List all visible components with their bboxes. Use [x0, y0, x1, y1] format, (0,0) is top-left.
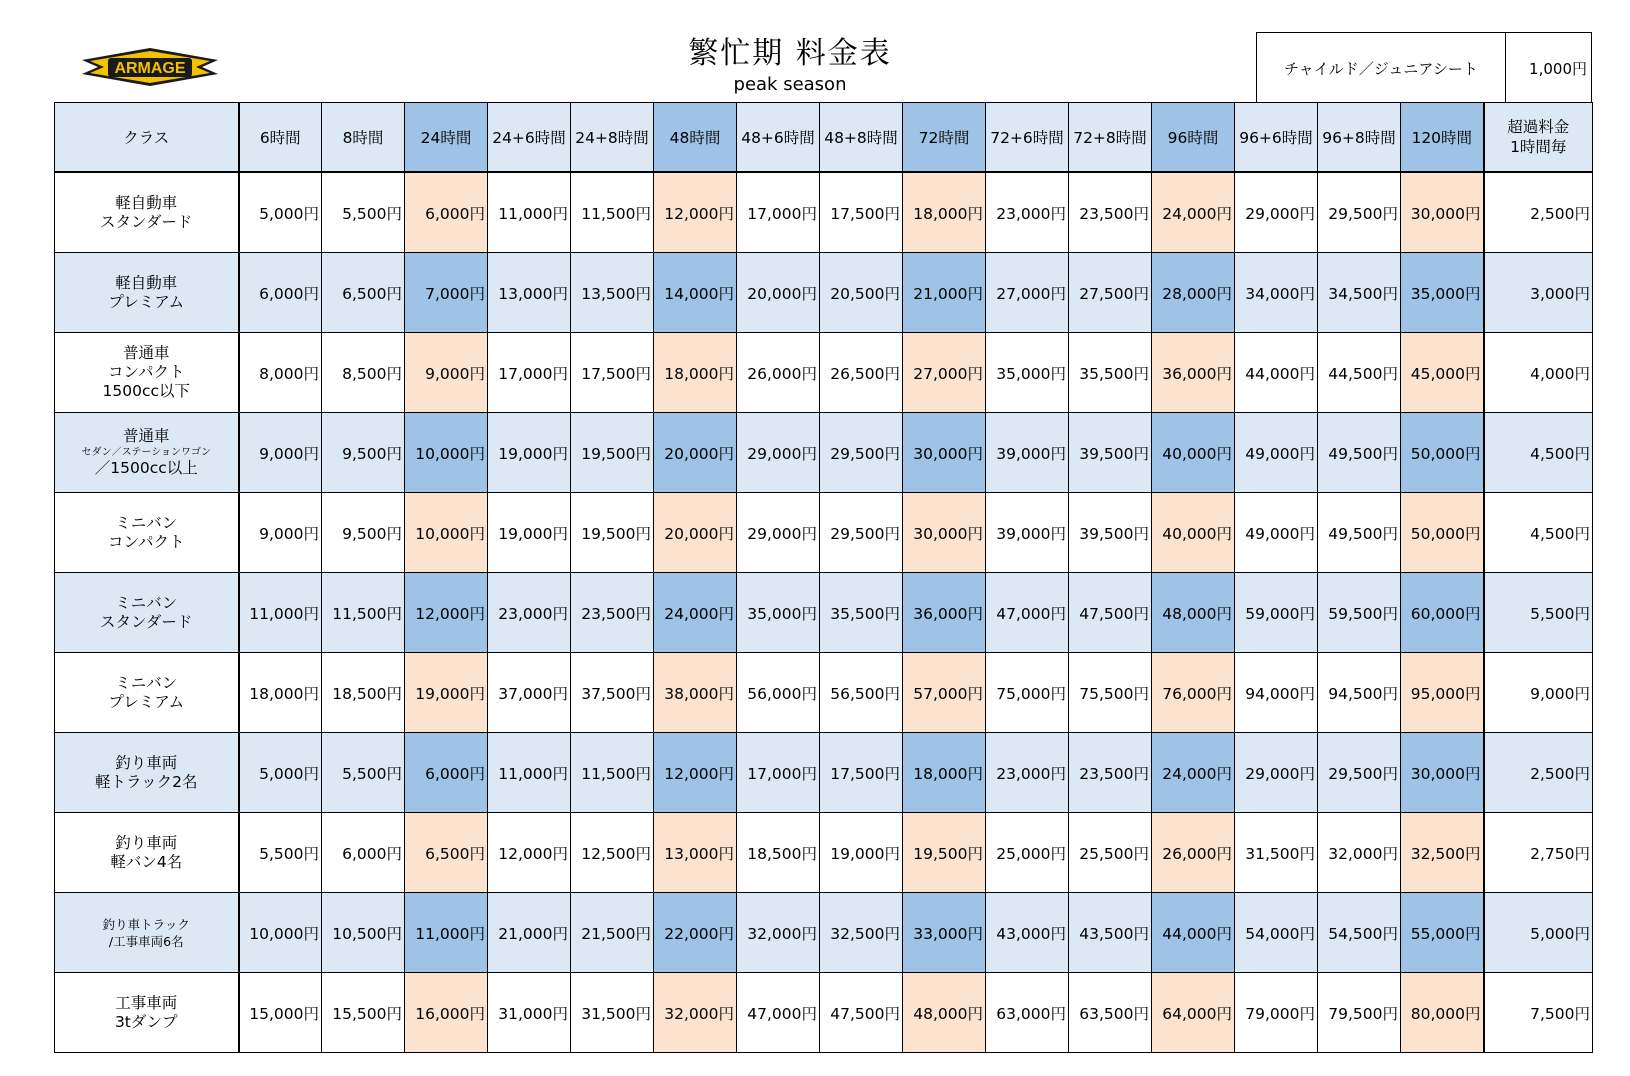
price-cell: 29,000円 [1235, 733, 1318, 813]
vehicle-class-line: 軽バン4名 [110, 852, 183, 871]
price-cell: 49,500円 [1318, 413, 1401, 493]
price-cell: 5,500円 [322, 172, 405, 253]
price-cell: 32,500円 [820, 893, 903, 973]
price-cell: 29,500円 [1318, 733, 1401, 813]
price-cell: 48,000円 [1152, 573, 1235, 653]
armage-logo [80, 42, 220, 92]
page-title: 繁忙期 料金表 [688, 36, 892, 71]
header-duration: 6時間 [239, 103, 322, 173]
price-cell: 29,000円 [1235, 172, 1318, 253]
price-cell: 39,000円 [986, 413, 1069, 493]
vehicle-class [55, 413, 239, 493]
price-cell: 12,000円 [488, 813, 571, 893]
price-cell: 17,500円 [571, 333, 654, 413]
price-cell: 21,500円 [571, 893, 654, 973]
price-cell: 6,500円 [322, 253, 405, 333]
vehicle-class-line: /工事車両6名 [108, 933, 184, 949]
price-cell: 25,000円 [986, 813, 1069, 893]
price-cell: 11,500円 [571, 733, 654, 813]
price-cell: 11,000円 [488, 733, 571, 813]
header-class: クラス [55, 103, 239, 173]
price-cell: 10,000円 [405, 413, 488, 493]
price-cell: 19,500円 [571, 413, 654, 493]
vehicle-class [55, 493, 239, 573]
price-cell: 24,000円 [1152, 172, 1235, 253]
vehicle-class [55, 893, 239, 973]
price-cell: 43,000円 [986, 893, 1069, 973]
price-cell: 44,500円 [1318, 333, 1401, 413]
price-cell: 27,000円 [903, 333, 986, 413]
header-duration: 96+8時間 [1318, 103, 1401, 173]
price-cell: 95,000円 [1401, 653, 1484, 733]
price-cell: 32,000円 [654, 973, 737, 1053]
vehicle-class [55, 573, 239, 653]
price-cell: 12,500円 [571, 813, 654, 893]
vehicle-class-line: 釣り車トラック [102, 916, 190, 932]
price-cell: 9,500円 [322, 493, 405, 573]
header-duration: 24+6時間 [488, 103, 571, 173]
header-duration: 48時間 [654, 103, 737, 173]
vehicle-class [55, 813, 239, 893]
price-cell: 5,500円 [239, 813, 322, 893]
price-cell: 26,000円 [1152, 813, 1235, 893]
price-cell: 39,000円 [986, 493, 1069, 573]
price-cell: 80,000円 [1401, 973, 1484, 1053]
price-cell: 35,500円 [1069, 333, 1152, 413]
price-cell: 94,000円 [1235, 653, 1318, 733]
table-row [55, 653, 1593, 733]
price-cell: 18,000円 [903, 172, 986, 253]
vehicle-class-line: 軽自動車 [115, 273, 178, 292]
price-cell: 17,000円 [737, 733, 820, 813]
vehicle-class-line: 1500cc以下 [102, 382, 190, 400]
price-cell: 36,000円 [903, 573, 986, 653]
vehicle-class-line: 3tダンプ [114, 1012, 178, 1031]
table-row [55, 253, 1593, 333]
price-cell: 30,000円 [1401, 733, 1484, 813]
price-cell: 18,500円 [322, 653, 405, 733]
table-row [55, 973, 1593, 1053]
vehicle-class-line: 釣り車両 [115, 833, 178, 852]
price-cell: 7,000円 [405, 253, 488, 333]
price-cell: 18,000円 [654, 333, 737, 413]
price-cell: 18,500円 [737, 813, 820, 893]
price-cell: 11,000円 [239, 573, 322, 653]
price-cell: 31,500円 [1235, 813, 1318, 893]
price-cell: 30,000円 [903, 413, 986, 493]
header-duration: 72時間 [903, 103, 986, 173]
price-cell: 39,500円 [1069, 493, 1152, 573]
price-cell: 94,500円 [1318, 653, 1401, 733]
price-cell: 29,500円 [820, 493, 903, 573]
header-duration: 24+8時間 [571, 103, 654, 173]
header-duration: 24時間 [405, 103, 488, 173]
price-cell: 13,000円 [654, 813, 737, 893]
price-cell: 19,000円 [405, 653, 488, 733]
price-cell: 17,500円 [820, 733, 903, 813]
price-cell: 20,000円 [654, 413, 737, 493]
price-cell: 35,000円 [986, 333, 1069, 413]
vehicle-class-line: 軽自動車 [115, 193, 178, 212]
overtime-price: 4,500円 [1484, 413, 1593, 493]
price-cell: 14,000円 [654, 253, 737, 333]
header-duration: 96+6時間 [1235, 103, 1318, 173]
price-cell: 15,000円 [239, 973, 322, 1053]
vehicle-class-line: 普通車 [122, 427, 170, 445]
price-cell: 44,000円 [1235, 333, 1318, 413]
vehicle-class-line: ／1500cc以上 [94, 459, 198, 477]
price-cell: 54,500円 [1318, 893, 1401, 973]
price-cell: 20,000円 [654, 493, 737, 573]
header-duration: 72+6時間 [986, 103, 1069, 173]
price-cell: 50,000円 [1401, 493, 1484, 573]
price-cell: 6,000円 [405, 733, 488, 813]
price-cell: 37,000円 [488, 653, 571, 733]
vehicle-class-line: コンパクト [108, 363, 185, 381]
price-cell: 32,500円 [1401, 813, 1484, 893]
table-header-row [55, 103, 1593, 173]
table-row [55, 813, 1593, 893]
header-duration: 8時間 [322, 103, 405, 173]
vehicle-class-line: 軽トラック2名 [94, 772, 198, 791]
price-cell: 20,000円 [737, 253, 820, 333]
price-cell: 29,000円 [737, 493, 820, 573]
price-cell: 29,500円 [820, 413, 903, 493]
price-cell: 30,000円 [1401, 172, 1484, 253]
price-cell: 20,500円 [820, 253, 903, 333]
table-row [55, 893, 1593, 973]
price-cell: 36,000円 [1152, 333, 1235, 413]
price-cell: 26,500円 [820, 333, 903, 413]
price-cell: 27,500円 [1069, 253, 1152, 333]
overtime-price: 2,500円 [1484, 172, 1593, 253]
price-cell: 75,500円 [1069, 653, 1152, 733]
price-cell: 19,000円 [820, 813, 903, 893]
price-cell: 34,500円 [1318, 253, 1401, 333]
table-row [55, 413, 1593, 493]
price-cell: 10,500円 [322, 893, 405, 973]
price-cell: 47,500円 [1069, 573, 1152, 653]
overtime-price: 4,500円 [1484, 493, 1593, 573]
title-block [560, 34, 1020, 96]
price-cell: 11,500円 [322, 573, 405, 653]
price-cell: 17,500円 [820, 172, 903, 253]
price-cell: 39,500円 [1069, 413, 1152, 493]
header-duration: 120時間 [1401, 103, 1484, 173]
price-cell: 17,000円 [488, 333, 571, 413]
price-cell: 16,000円 [405, 973, 488, 1053]
table-body [55, 172, 1593, 1053]
table-row [55, 333, 1593, 413]
price-cell: 75,000円 [986, 653, 1069, 733]
price-cell: 35,000円 [737, 573, 820, 653]
rate-table [54, 102, 1593, 1053]
price-cell: 32,000円 [737, 893, 820, 973]
price-cell: 56,000円 [737, 653, 820, 733]
price-cell: 9,000円 [239, 493, 322, 573]
price-cell: 35,500円 [820, 573, 903, 653]
vehicle-class-line: 釣り車両 [115, 753, 178, 772]
price-cell: 57,000円 [903, 653, 986, 733]
overtime-price: 2,750円 [1484, 813, 1593, 893]
vehicle-class-line: スタンダード [100, 612, 193, 631]
price-cell: 45,000円 [1401, 333, 1484, 413]
price-cell: 8,000円 [239, 333, 322, 413]
vehicle-class-line: セダン／ステーションワゴン [81, 447, 211, 458]
overtime-price: 5,000円 [1484, 893, 1593, 973]
price-cell: 79,000円 [1235, 973, 1318, 1053]
overtime-price: 2,500円 [1484, 733, 1593, 813]
price-cell: 11,000円 [488, 172, 571, 253]
overtime-price: 5,500円 [1484, 573, 1593, 653]
price-cell: 25,500円 [1069, 813, 1152, 893]
price-cell: 24,000円 [1152, 733, 1235, 813]
price-cell: 5,500円 [322, 733, 405, 813]
vehicle-class-line: スタンダード [100, 212, 193, 231]
price-cell: 31,500円 [571, 973, 654, 1053]
vehicle-class-line: ミニバン [115, 673, 178, 692]
price-cell: 64,000円 [1152, 973, 1235, 1053]
price-cell: 38,000円 [654, 653, 737, 733]
price-cell: 12,000円 [654, 172, 737, 253]
price-cell: 12,000円 [405, 573, 488, 653]
price-cell: 63,000円 [986, 973, 1069, 1053]
price-cell: 47,000円 [737, 973, 820, 1053]
header-overtime-line: 1時間毎 [1510, 138, 1567, 156]
price-cell: 55,000円 [1401, 893, 1484, 973]
price-cell: 54,000円 [1235, 893, 1318, 973]
price-cell: 6,000円 [239, 253, 322, 333]
price-cell: 34,000円 [1235, 253, 1318, 333]
vehicle-class-line: 工事車両 [115, 993, 178, 1012]
price-cell: 15,500円 [322, 973, 405, 1053]
child-seat-label: チャイルド／ジュニアシート [1257, 33, 1506, 104]
price-cell: 5,000円 [239, 172, 322, 253]
price-cell: 49,500円 [1318, 493, 1401, 573]
price-cell: 23,500円 [1069, 172, 1152, 253]
vehicle-class [55, 653, 239, 733]
price-cell: 21,000円 [488, 893, 571, 973]
price-cell: 48,000円 [903, 973, 986, 1053]
price-cell: 19,500円 [571, 493, 654, 573]
price-cell: 6,000円 [322, 813, 405, 893]
header-duration: 48+6時間 [737, 103, 820, 173]
price-cell: 59,000円 [1235, 573, 1318, 653]
price-cell: 79,500円 [1318, 973, 1401, 1053]
vehicle-class [55, 253, 239, 333]
overtime-price: 9,000円 [1484, 653, 1593, 733]
price-cell: 63,500円 [1069, 973, 1152, 1053]
price-cell: 22,000円 [654, 893, 737, 973]
page-subtitle: peak season [733, 74, 847, 95]
price-cell: 60,000円 [1401, 573, 1484, 653]
price-cell: 40,000円 [1152, 413, 1235, 493]
vehicle-class-line: ミニバン [115, 513, 178, 532]
price-cell: 32,000円 [1318, 813, 1401, 893]
price-cell: 23,500円 [1069, 733, 1152, 813]
price-cell: 11,500円 [571, 172, 654, 253]
price-cell: 19,000円 [488, 413, 571, 493]
price-cell: 21,000円 [903, 253, 986, 333]
price-cell: 23,000円 [986, 733, 1069, 813]
logo-text: ARMAGE [114, 60, 186, 77]
price-cell: 6,000円 [405, 172, 488, 253]
price-cell: 9,000円 [405, 333, 488, 413]
price-cell: 11,000円 [405, 893, 488, 973]
price-cell: 19,000円 [488, 493, 571, 573]
vehicle-class [55, 733, 239, 813]
header-duration: 72+8時間 [1069, 103, 1152, 173]
price-cell: 28,000円 [1152, 253, 1235, 333]
price-cell: 56,500円 [820, 653, 903, 733]
price-cell: 29,000円 [737, 413, 820, 493]
vehicle-class-line: 普通車 [122, 344, 170, 362]
child-seat-price: 1,000円 [1529, 60, 1587, 78]
overtime-price: 4,000円 [1484, 333, 1593, 413]
overtime-price: 7,500円 [1484, 973, 1593, 1053]
price-cell: 49,000円 [1235, 493, 1318, 573]
price-cell: 50,000円 [1401, 413, 1484, 493]
price-cell: 9,500円 [322, 413, 405, 493]
price-cell: 9,000円 [239, 413, 322, 493]
header-overtime [1484, 103, 1593, 173]
price-cell: 33,000円 [903, 893, 986, 973]
price-cell: 10,000円 [239, 893, 322, 973]
price-cell: 43,500円 [1069, 893, 1152, 973]
price-cell: 8,500円 [322, 333, 405, 413]
overtime-price: 3,000円 [1484, 253, 1593, 333]
price-cell: 23,500円 [571, 573, 654, 653]
header-duration: 96時間 [1152, 103, 1235, 173]
vehicle-class [55, 333, 239, 413]
price-cell: 26,000円 [737, 333, 820, 413]
price-cell: 29,500円 [1318, 172, 1401, 253]
price-cell: 19,500円 [903, 813, 986, 893]
price-cell: 23,000円 [488, 573, 571, 653]
table-row [55, 733, 1593, 813]
table-row [55, 493, 1593, 573]
price-cell: 13,000円 [488, 253, 571, 333]
price-cell: 27,000円 [986, 253, 1069, 333]
price-cell: 40,000円 [1152, 493, 1235, 573]
price-cell: 24,000円 [654, 573, 737, 653]
price-cell: 23,000円 [986, 172, 1069, 253]
price-cell: 13,500円 [571, 253, 654, 333]
price-cell: 10,000円 [405, 493, 488, 573]
vehicle-class-line: プレミアム [108, 692, 185, 711]
price-cell: 47,000円 [986, 573, 1069, 653]
price-cell: 30,000円 [903, 493, 986, 573]
header-overtime-line: 超過料金 [1507, 118, 1570, 136]
price-cell: 18,000円 [903, 733, 986, 813]
table-row [55, 172, 1593, 253]
price-cell: 31,000円 [488, 973, 571, 1053]
price-cell: 37,500円 [571, 653, 654, 733]
price-cell: 49,000円 [1235, 413, 1318, 493]
vehicle-class-line: コンパクト [108, 532, 185, 551]
price-cell: 17,000円 [737, 172, 820, 253]
vehicle-class [55, 172, 239, 253]
vehicle-class-line: ミニバン [115, 593, 178, 612]
price-cell: 59,500円 [1318, 573, 1401, 653]
table-row [55, 573, 1593, 653]
header-duration: 48+8時間 [820, 103, 903, 173]
price-cell: 12,000円 [654, 733, 737, 813]
price-cell: 35,000円 [1401, 253, 1484, 333]
child-seat-box [1256, 32, 1592, 104]
price-cell: 6,500円 [405, 813, 488, 893]
price-cell: 47,500円 [820, 973, 903, 1053]
price-cell: 5,000円 [239, 733, 322, 813]
price-cell: 44,000円 [1152, 893, 1235, 973]
price-cell: 76,000円 [1152, 653, 1235, 733]
vehicle-class-line: プレミアム [108, 292, 185, 311]
price-cell: 18,000円 [239, 653, 322, 733]
vehicle-class [55, 973, 239, 1053]
